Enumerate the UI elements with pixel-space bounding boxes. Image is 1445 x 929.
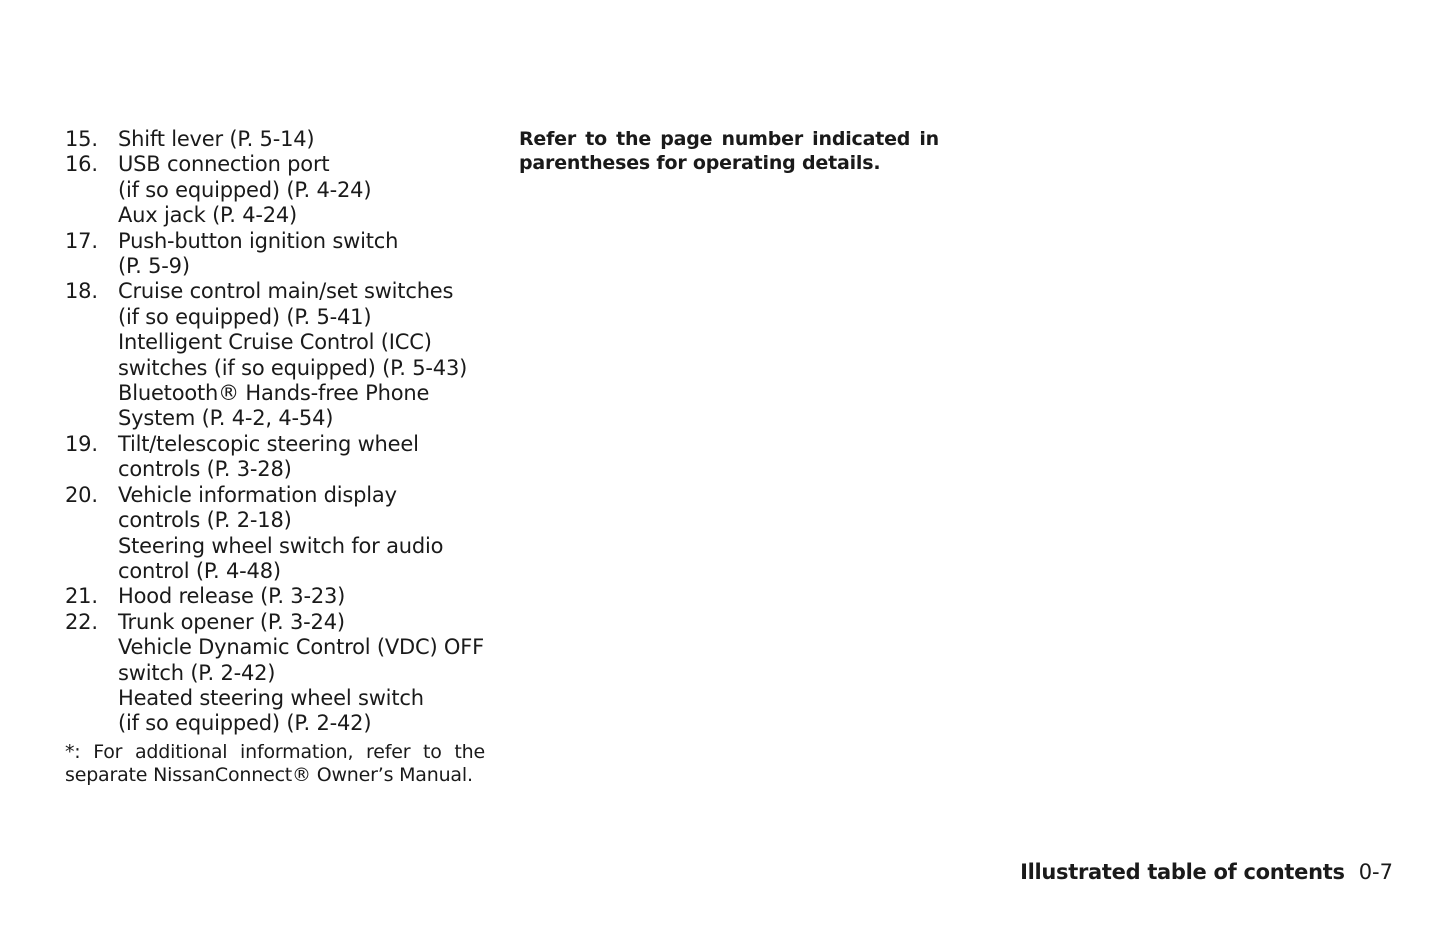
item-line: (if so equipped) (P. 4-24) — [118, 177, 372, 202]
item-text — [118, 229, 485, 280]
section-title: Illustrated table of contents — [1020, 860, 1345, 884]
item-line: Intelligent Cruise Control (ICC) — [118, 330, 432, 355]
item-line: Trunk opener (P. 3-24) — [118, 609, 345, 634]
item-line: Aux jack (P. 4-24) — [118, 203, 298, 228]
item-text — [118, 483, 485, 585]
list-item — [65, 279, 485, 431]
list-item — [65, 610, 485, 737]
item-line: Shift lever (P. 5-14) — [118, 127, 315, 151]
item-number: 17. — [65, 228, 98, 253]
page-footer — [1020, 860, 1393, 884]
item-number: 18. — [65, 279, 98, 304]
item-line: (if so equipped) (P. 5-41) — [118, 304, 372, 329]
list-item — [65, 127, 485, 152]
operating-details-note: Refer to the page number indicated in parentheses for operating details. — [519, 128, 939, 174]
item-number: 16. — [65, 152, 98, 177]
item-text — [118, 279, 485, 431]
list-item — [65, 584, 485, 609]
item-line: controls (P. 3-28) — [118, 457, 292, 482]
item-line: (if so equipped) (P. 2-42) — [118, 711, 372, 736]
item-line: Bluetooth® Hands-free Phone — [118, 381, 430, 406]
item-number: 19. — [65, 431, 98, 456]
item-text — [118, 584, 485, 609]
list-item — [65, 432, 485, 483]
item-line: Vehicle Dynamic Control (VDC) OFF — [118, 635, 484, 660]
list-item — [65, 152, 485, 228]
list-item — [65, 483, 485, 585]
footnote: *: For additional information, refer to the separate NissanConnect® Owner’s Manual. — [65, 740, 485, 786]
item-line: Cruise control main/set switches — [118, 279, 454, 304]
item-line: (P. 5-9) — [118, 254, 190, 279]
list-item — [65, 229, 485, 280]
item-line: switch (P. 2-42) — [118, 660, 276, 685]
item-text — [118, 432, 485, 483]
item-text — [118, 610, 485, 737]
item-line: Vehicle information display — [118, 482, 397, 507]
item-line: Hood release (P. 3-23) — [118, 584, 346, 609]
item-line: Tilt/telescopic steering wheel — [118, 431, 419, 456]
item-number: 15. — [65, 127, 98, 151]
item-number: 20. — [65, 482, 98, 507]
item-line: Push-button ignition switch — [118, 228, 399, 253]
item-number: 21. — [65, 584, 98, 609]
item-text — [118, 127, 485, 152]
item-number: 22. — [65, 609, 98, 634]
page-number: 0-7 — [1358, 860, 1393, 884]
contents-list — [65, 127, 485, 787]
item-line: Steering wheel switch for audio — [118, 533, 444, 558]
item-line: switches (if so equipped) (P. 5-43) — [118, 355, 468, 380]
item-line: Heated steering wheel switch — [118, 685, 424, 710]
item-line: controls (P. 2-18) — [118, 508, 292, 533]
item-text — [118, 152, 485, 228]
item-line: control (P. 4-48) — [118, 558, 281, 583]
item-line: System (P. 4-2, 4-54) — [118, 406, 334, 431]
item-line: USB connection port — [118, 152, 330, 177]
